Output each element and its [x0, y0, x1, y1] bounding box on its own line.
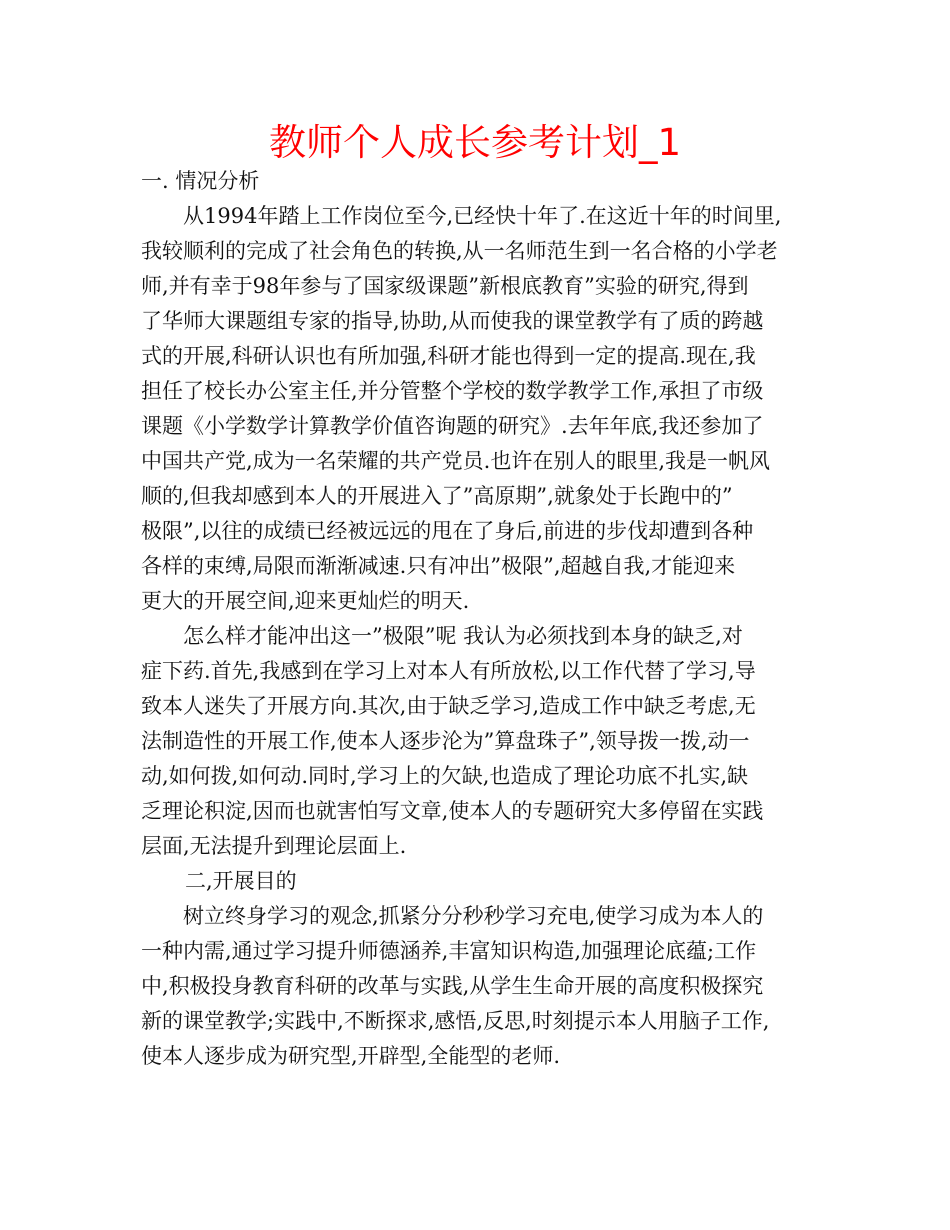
paragraph-line: 法制造性的开展工作,使本人逐步沦为”算盘珠子”,领导拨一拨,动一 — [141, 729, 750, 753]
paragraph-line: 从1994年踏上工作岗位至今,已经快十年了.在这近十年的时间里, — [183, 204, 782, 228]
paragraph-line: 树立终身学习的观念,抓紧分分秒秒学习充电,使学习成为本人的 — [183, 904, 764, 928]
paragraph-line: 顺的,但我却感到本人的开展进入了”高原期”,就象处于长跑中的” — [141, 484, 733, 508]
paragraph-3 — [141, 899, 821, 1074]
section-heading-situation-analysis: 一. 情况分析 — [141, 169, 260, 193]
paragraph-line: 层面,无法提升到理论层面上. — [141, 834, 407, 858]
paragraph-2 — [141, 619, 821, 864]
paragraph-line: 更大的开展空间,迎来更灿烂的明天. — [141, 589, 470, 613]
document-body — [141, 164, 821, 1074]
paragraph-line: 中,积极投身教育科研的改革与实践,从学生生命开展的高度积极探究 — [141, 974, 764, 998]
paragraph-line: 中国共产党,成为一名荣耀的共产党员.也许在别人的眼里,我是一帆风 — [141, 449, 771, 473]
paragraph-line: 担任了校长办公室主任,并分管整个学校的数学教学工作,承担了市级 — [141, 379, 764, 403]
paragraph-1 — [141, 199, 821, 619]
paragraph-line: 症下药.首先,我感到在学习上对本人有所放松,以工作代替了学习,导 — [141, 659, 756, 683]
paragraph-line: 我较顺利的完成了社会角色的转换,从一名师范生到一名合格的小学老 — [141, 239, 778, 263]
paragraph-line: 课题《小学数学计算教学价值咨询题的研究》.去年年底,我还参加了 — [141, 414, 764, 438]
paragraph-line: 致本人迷失了开展方向.其次,由于缺乏学习,造成工作中缺乏考虑,无 — [141, 694, 756, 718]
paragraph-line: 怎么样才能冲出这一”极限”呢 我认为必须找到本身的缺乏,对 — [183, 624, 743, 648]
paragraph-line: 一种内需,通过学习提升师德涵养,丰富知识构造,加强理论底蕴;工作 — [141, 939, 757, 963]
paragraph-line: 乏理论积淀,因而也就害怕写文章,使本人的专题研究大多停留在实践 — [141, 799, 764, 823]
section-heading-development-goals: 二,开展目的 — [185, 869, 297, 893]
paragraph-line: 动,如何拨,如何动.同时,学习上的欠缺,也造成了理论功底不扎实,缺 — [141, 764, 749, 788]
paragraph-line: 使本人逐步成为研究型,开辟型,全能型的老师. — [141, 1044, 561, 1068]
paragraph-line: 了华师大课题组专家的指导,协助,从而使我的课堂教学有了质的跨越 — [141, 309, 764, 333]
paragraph-line: 师,并有幸于98年参与了国家级课题”新根底教育”实验的研究,得到 — [141, 274, 749, 298]
document-title: 教师个人成长参考计划_1 — [268, 121, 682, 164]
paragraph-line: 式的开展,科研认识也有所加强,科研才能也得到一定的提高.现在,我 — [141, 344, 756, 368]
paragraph-line: 极限”,以往的成绩已经被远远的甩在了身后,前进的步伐却遭到各种 — [141, 519, 754, 543]
paragraph-line: 新的课堂教学;实践中,不断探求,感悟,反思,时刻提示本人用脑子工作, — [141, 1009, 770, 1033]
paragraph-line: 各样的束缚,局限而渐渐减速.只有冲出”极限”,超越自我,才能迎来 — [141, 554, 736, 578]
